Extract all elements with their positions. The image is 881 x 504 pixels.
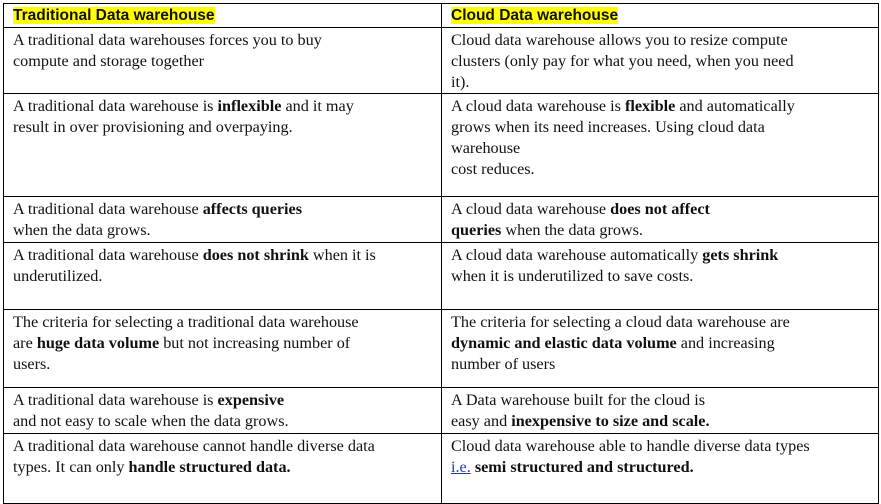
cell-text: and automatically [675, 97, 795, 115]
emphasis-text: semi structured and structured. [474, 458, 694, 476]
emphasis-text: inflexible [217, 97, 282, 115]
header-traditional: Traditional Data warehouse [13, 7, 215, 24]
emphasis-text: huge data volume [36, 334, 160, 352]
cell-cloud-flexibility [451, 96, 872, 180]
table-row [4, 197, 879, 243]
emphasis-text: affects queries [202, 200, 303, 218]
cell-text: A cloud data warehouse automatically [451, 246, 703, 264]
cell-text: A cloud data warehouse [451, 200, 611, 218]
cell-text: i.e. [451, 458, 471, 476]
cell-text: A traditional data warehouse is [13, 97, 218, 115]
cell-text: when the data grows. [13, 221, 151, 239]
cell-text: it). [451, 73, 470, 91]
cell-cloud-compute-storage [451, 30, 872, 93]
cell-text: The criteria for selecting a cloud data warehouse are [451, 313, 790, 331]
cell-text: and it may [281, 97, 354, 115]
emphasis-text: does not affect [610, 200, 710, 218]
header-cloud: Cloud Data warehouse [451, 7, 619, 24]
table-row [4, 434, 879, 504]
cell-text: and increasing [676, 334, 775, 352]
table-row [4, 94, 879, 197]
cell-text: A cloud data warehouse is [451, 97, 625, 115]
cell-text: clusters (only pay for what you need, when you need [451, 52, 794, 70]
cell-traditional-cost [13, 390, 435, 432]
emphasis-text: handle structured data. [128, 458, 291, 476]
emphasis-text: does not shrink [202, 246, 309, 264]
table-row [4, 243, 879, 310]
cell-text: and not easy to scale when the data grows. [13, 412, 289, 430]
emphasis-text: queries [451, 221, 502, 239]
cell-text: types. It can only [13, 458, 129, 476]
cell-text: A traditional data warehouse is [13, 391, 218, 409]
cell-text: but not increasing number of [159, 334, 351, 352]
cell-text: number of users [451, 355, 556, 373]
cell-text: are [13, 334, 37, 352]
header-cell-cloud [442, 4, 879, 28]
cell-cloud-queries [451, 199, 872, 241]
cell-text: warehouse [451, 139, 521, 157]
cell-text: A traditional data warehouse cannot handle diverse data [13, 437, 375, 455]
cell-traditional-queries [13, 199, 435, 241]
cell-text: A traditional data warehouses forces you to buy [13, 31, 322, 49]
cell-text: A traditional data warehouse [13, 200, 203, 218]
cell-text: The criteria for selecting a traditional data warehouse [13, 313, 359, 331]
cell-text: users. [13, 355, 51, 373]
header-row [4, 4, 879, 28]
cell-text: result in over provisioning and overpaying. [13, 118, 293, 136]
cell-traditional-shrink [13, 245, 435, 287]
emphasis-text: dynamic and elastic data volume [451, 334, 677, 352]
cell-text: easy and [451, 412, 512, 430]
cell-text: Cloud data warehouse able to handle diverse data types [451, 437, 810, 455]
cell-traditional-data-types [13, 436, 435, 478]
cell-text: when it is underutilized to save costs. [451, 267, 694, 285]
table-row [4, 310, 879, 388]
cell-text: underutilized. [13, 267, 103, 285]
cell-text: compute and storage together [13, 52, 205, 70]
cell-text: Cloud data warehouse allows you to resize compute [451, 31, 788, 49]
cell-cloud-cost [451, 390, 872, 432]
cell-cloud-criteria [451, 312, 872, 375]
cell-traditional-criteria [13, 312, 435, 375]
cell-text: grows when its need increases. Using cloud data [451, 118, 765, 136]
cell-text: cost reduces. [451, 160, 535, 178]
cell-text: when the data grows. [501, 221, 643, 239]
cell-traditional-flexibility [13, 96, 435, 138]
cell-text: when it is [308, 246, 376, 264]
cell-traditional-compute-storage [13, 30, 435, 72]
comparison-table [3, 3, 879, 504]
emphasis-text: expensive [217, 391, 285, 409]
header-cell-traditional [4, 4, 442, 28]
cell-cloud-data-types [451, 436, 872, 478]
table-row [4, 28, 879, 94]
cell-text: A Data warehouse built for the cloud is [451, 391, 705, 409]
emphasis-text: gets shrink [702, 246, 779, 264]
cell-cloud-shrink [451, 245, 872, 287]
cell-text: A traditional data warehouse [13, 246, 203, 264]
emphasis-text: inexpensive to size and scale. [511, 412, 710, 430]
table-row [4, 388, 879, 434]
emphasis-text: flexible [624, 97, 676, 115]
